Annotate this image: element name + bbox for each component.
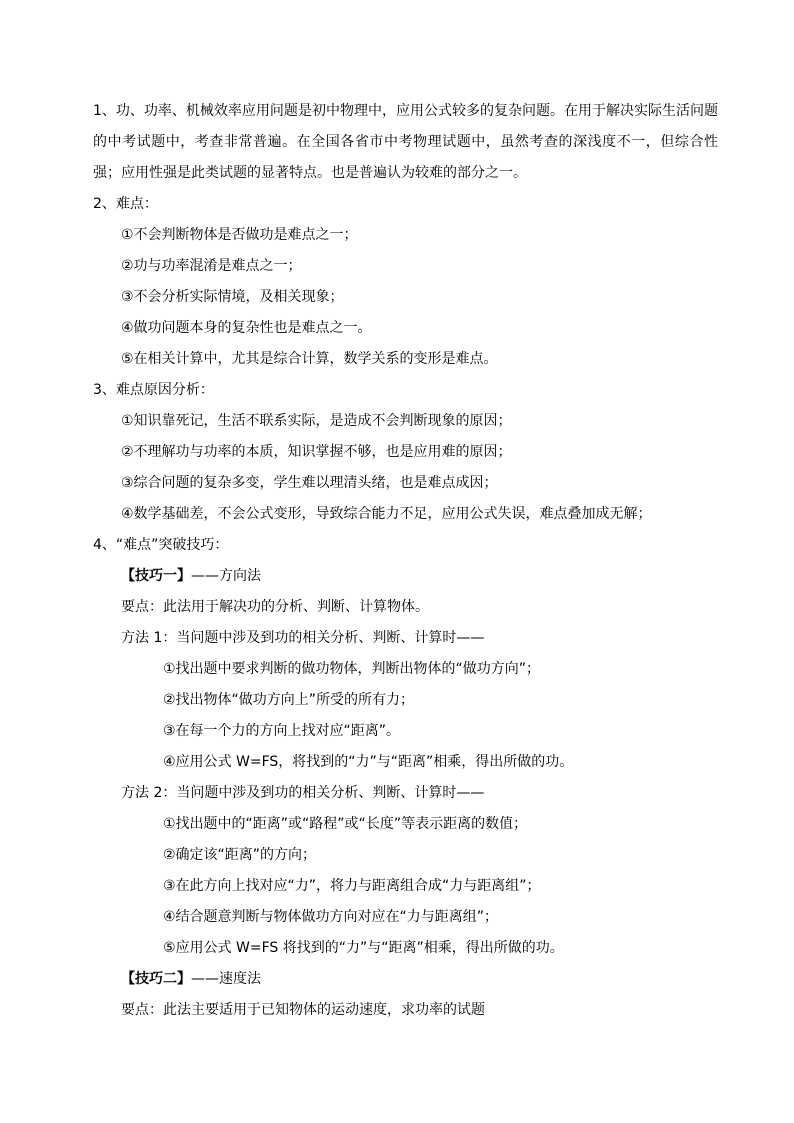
section-3-heading: 3、难点原因分析： xyxy=(93,382,214,398)
method-1-step-4: ④应用公式 W=FS，将找到的“力”与“距离”相乘，得出所做的功。 xyxy=(163,754,574,770)
difficulty-item-5: ⑤在相关计算中，尤其是综合计算，数学关系的变形是难点。 xyxy=(121,351,498,367)
cause-item-4: ④数学基础差，不会公式变形，导致综合能力不足，应用公式失误，难点叠加成无解； xyxy=(121,506,652,522)
cause-item-3: ③综合问题的复杂多变，学生难以理清头绪，也是难点成因； xyxy=(121,475,498,491)
tip-2-title xyxy=(93,964,718,995)
cause-item-1: ①知识靠死记，生活不联系实际，是造成不会判断现象的原因； xyxy=(121,413,512,429)
difficulty-item-3: ③不会分析实际情境，及相关现象； xyxy=(121,289,344,305)
method-2-step-4: ④结合题意判断与物体做功方向对应在“力与距离组”； xyxy=(163,909,499,925)
tip-2-key-point: 要点：此法主要适用于已知物体的运动速度，求功率的试题 xyxy=(121,1002,485,1018)
document-page xyxy=(93,96,718,1026)
method-1-step-2: ②找出物体“做功方向上”所受的所有力； xyxy=(163,692,415,708)
tip-1-name: ——方向法 xyxy=(191,568,261,584)
method-1-step-3: ③在每一个力的方向上找对应“距离”。 xyxy=(163,723,401,739)
cause-item-2: ②不理解功与功率的本质，知识掌握不够，也是应用难的原因； xyxy=(121,444,512,460)
method-2-step-2: ②确定该“距离”的方向； xyxy=(163,847,317,863)
tip-2-name: ——速度法 xyxy=(191,971,261,987)
tip-1-key-point: 要点：此法用于解决功的分析、判断、计算物体。 xyxy=(121,599,429,615)
method-2-step-5: ⑤应用公式 W=FS 将找到的“力”与“距离”相乘，得出所做的功。 xyxy=(163,940,564,956)
method-1-title: 方法 1：当问题中涉及到功的相关分析、判断、计算时—— xyxy=(121,630,485,646)
method-1-step-1: ①找出题中要求判断的做功物体，判断出物体的“做功方向”； xyxy=(163,661,541,677)
tip-1-bracket: 【技巧一】 xyxy=(121,568,191,584)
difficulty-item-4: ④做功问题本身的复杂性也是难点之一。 xyxy=(121,320,372,336)
method-2-step-1: ①找出题中的“距离”或“路程”或“长度”等表示距离的数值； xyxy=(163,816,528,832)
method-2-step-3: ③在此方向上找对应“力”，将力与距离组合成“力与距离组”； xyxy=(163,878,541,894)
difficulty-item-1: ①不会判断物体是否做功是难点之一； xyxy=(121,227,358,243)
method-2-title: 方法 2：当问题中涉及到功的相关分析、判断、计算时—— xyxy=(121,785,485,801)
difficulty-item-2: ②功与功率混淆是难点之一； xyxy=(121,258,302,274)
section-2-heading: 2、难点： xyxy=(93,196,158,212)
tip-2-bracket: 【技巧二】 xyxy=(121,971,191,987)
section-4-heading: 4、“难点”突破技巧： xyxy=(93,537,229,553)
intro-paragraph: 1、功、功率、机械效率应用问题是初中物理中，应用公式较多的复杂问题。在用于解决实际生活问题的中考试题中，考查非常普遍。在全国各省市中考物理试题中，虽然考查的深浅度不一，但综合性强；应用性强是此类试题的显著特点。也是普遍认为较难的部分之一。 xyxy=(93,103,718,181)
tip-1-title xyxy=(93,561,718,592)
